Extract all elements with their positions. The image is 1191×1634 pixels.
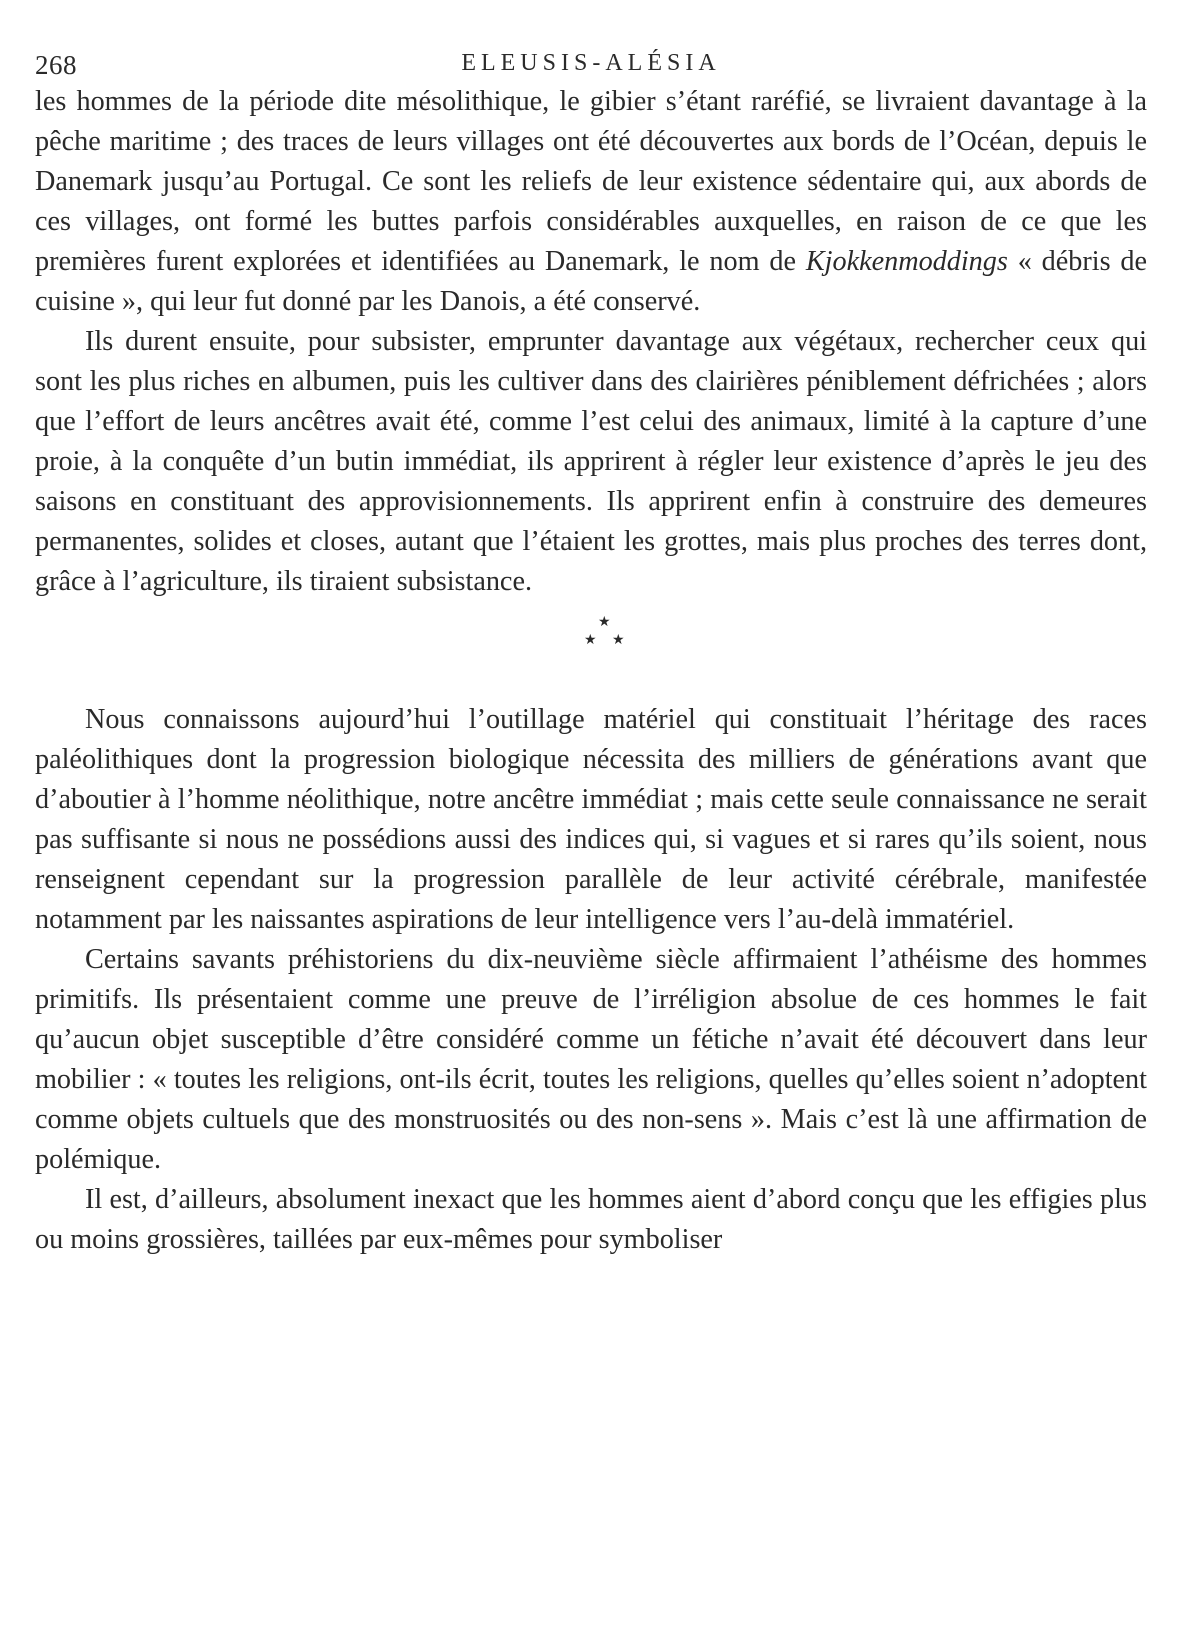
asterism-icon: ★ ★ ★ — [584, 615, 625, 648]
body-text — [35, 82, 1147, 1260]
page-header — [35, 42, 1147, 82]
italic-term: Kjokkenmoddings — [805, 246, 1008, 277]
paragraph-3: Nous connaissons aujourd’hui l’outillage matériel qui constituait l’héritage des races paléolithiques dont la progression biologique nécessita des milliers de générations avant que d’aboutier à l’homme néolithique, notre ancêtre immédiat ; mais cette seule connaissance ne serait pas suffisante si nous ne possédions aussi des indices qui, si vagues et si rares qu’ils soient, nous renseignent cependant sur la progression parallèle de leur activité cérébrale, manifestée notamment par les naissantes aspirations de leur intelligence vers l’au-delà immatériel. — [35, 704, 1147, 935]
paragraph-4: Certains savants préhistoriens du dix-neuvième siècle affirmaient l’athéisme des hommes primitifs. Ils présentaient comme une preuve de l’irréligion absolue de ces hommes le fait qu’aucun objet susceptible d’être considéré comme un fétiche n’avait été découvert dans leur mobilier : « toutes les religions, ont-ils écrit, toutes les religions, quelles qu’elles soient n’adoptent comme objets cultuels que des monstruosités ou des non-sens ». Mais c’est là une affirmation de polémique. — [35, 944, 1147, 1175]
book-page — [35, 42, 1147, 1260]
paragraph-2: Ils durent ensuite, pour subsister, emprunter davantage aux végétaux, rechercher ceux qui sont les plus riches en albumen, puis les cultiver dans des clairières péniblement défrichées ; alors que l’effort de leurs ancêtres avait été, comme l’est celui des animaux, limité à la capture d’une proie, à la conquête d’un butin immédiat, ils apprirent à régler leur existence d’après le jeu des saisons en constituant des approvisionnements. Ils apprirent enfin à construire des demeures permanentes, solides et closes, autant que l’étaient les grottes, mais plus proches des terres dont, grâce à l’agriculture, ils tiraient subsistance. — [35, 326, 1147, 597]
page-number: 268 — [35, 50, 77, 80]
running-title: ELEUSIS-ALÉSIA — [461, 50, 721, 76]
paragraph-5: Il est, d’ailleurs, absolument inexact que les hommes aient d’abord conçu que les effigies plus ou moins grossières, taillées par eux-mêmes pour symboliser — [35, 1184, 1147, 1255]
paragraph-1 — [35, 82, 1147, 322]
paragraph-1-start: les hommes de la période dite mésolithique, le gibier s’étant raréfié, se livraient davantage à la pêche maritime ; des traces de leurs villages ont été découvertes aux bords de l’Océan, depuis le Danemark jusqu’au Portugal. Ce sont les reliefs de leur existence sédentaire qui, aux abords de ces villages, ont formé les buttes parfois considérables auxquelles, en raison de ce que les premières furent explorées et identifiées au Danemark, le nom de — [35, 86, 1147, 277]
section-break — [35, 602, 1147, 700]
paragraph-1-end: « débris de cuisine », qui leur fut donné par les Danois, a été conservé. — [35, 246, 1147, 317]
